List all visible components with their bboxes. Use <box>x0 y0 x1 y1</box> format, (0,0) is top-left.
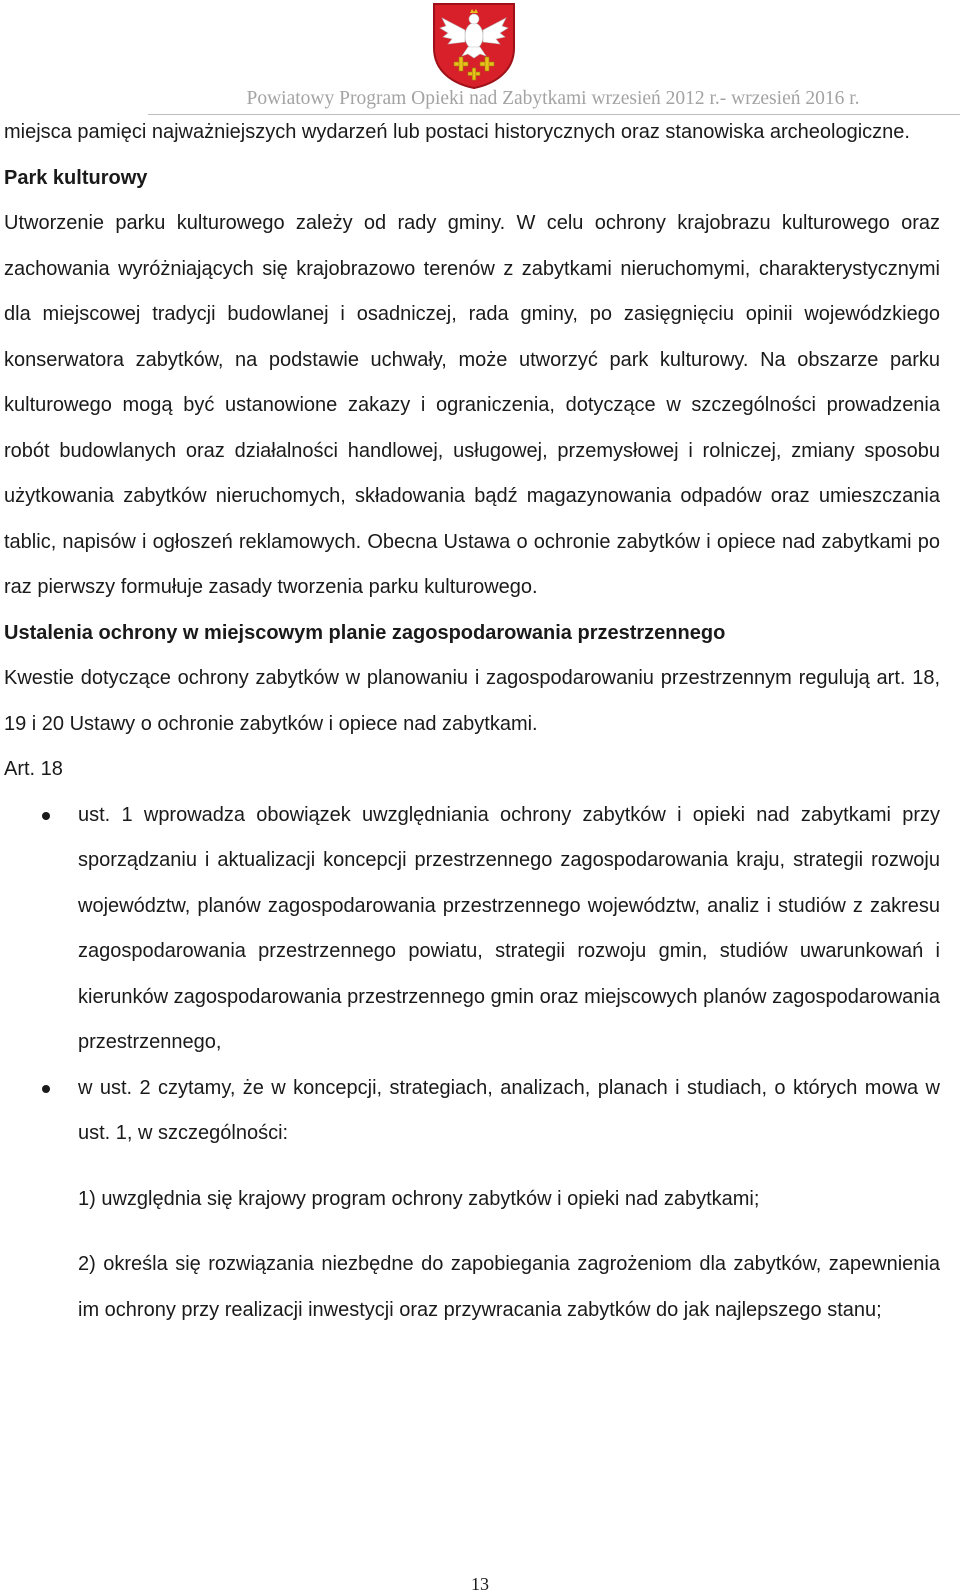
list-item <box>4 1066 940 1157</box>
list-item <box>4 793 940 1066</box>
heading-park-kulturowy: Park kulturowy <box>4 166 148 189</box>
coat-of-arms-icon <box>432 2 516 90</box>
bullet-list <box>4 793 940 1157</box>
paragraph-intro: miejsca pamięci najważniejszych wydarzeń lub postaci historycznych oraz stanowiska archeologiczne. <box>4 121 910 143</box>
bullet-icon <box>42 1085 50 1093</box>
sub-item-1: 1) uwzględnia się krajowy program ochrony zabytków i opieki nad zabytkami; <box>78 1187 760 1210</box>
document-body <box>4 110 940 1353</box>
page-number: 13 <box>471 1574 489 1594</box>
paragraph-plan: Kwestie dotyczące ochrony zabytków w planowaniu i zagospodarowaniu przestrzennym regulują art. 18, 19 i 20 Ustawy o ochronie zabytków i opiece nad zabytkami. <box>4 667 940 735</box>
list-item-text: ust. 1 wprowadza obowiązek uwzględniania ochrony zabytków i opieki nad zabytkami przy sporządzaniu i aktualizacji koncepcji przestrzennego zagospodarowania kraju, strategii rozwoju województw, planów zagospodarowania przestrzennego województw, analiz i studiów z zakresu zagospodarowania przestrzennego powiatu, strategii rozwoju gmin, studiów uwarunkowań i kierunków zagospodarowania przestrzennego gmin oraz miejscowych planów zagospodarowania przestrzennego, <box>78 803 940 1053</box>
paragraph-park: Utworzenie parku kulturowego zależy od rady gminy. W celu ochrony krajobrazu kulturowego oraz zachowania wyróżniających się krajobrazowo terenów z zabytkami nieruchomymi, charakterystycznymi dla miejscowej tradycji budowlanej i osadniczej, rada gminy, po zasięgnięciu opinii wojewódzkiego konserwatora zabytków, na podstawie uchwały, może utworzyć park kulturowy. Na obszarze parku kulturowego mogą być ustanowione zakazy i ograniczenia, dotyczące w szczególności prowadzenia robót budowlanych oraz działalności handlowej, usługowej, przemysłowej i rolniczej, zmiany sposobu użytkowania zabytków nieruchomych, składowania bądź magazynowania odpadów oraz umieszczania tablic, napisów i ogłoszeń reklamowych. Obecna Ustawa o ochronie zabytków i opiece nad zabytkami po raz pierwszy formułuje zasady tworzenia parku kulturowego. <box>4 212 940 598</box>
sub-item-2: 2) określa się rozwiązania niezbędne do zapobiegania zagrożeniom dla zabytków, zapewnienia im ochrony przy realizacji inwestycji oraz przywracania zabytków do jak najlepszego stanu; <box>78 1253 940 1321</box>
article-label: Art. 18 <box>4 758 63 780</box>
bullet-icon <box>42 812 50 820</box>
header-title: Powiatowy Program Opieki nad Zabytkami wrzesień 2012 r.- wrzesień 2016 r. <box>246 88 860 109</box>
heading-ustalenia-ochrony: Ustalenia ochrony w miejscowym planie zagospodarowania przestrzennego <box>4 621 726 644</box>
list-item-text: w ust. 2 czytamy, że w koncepcji, strategiach, analizach, planach i studiach, o których mowa w ust. 1, w szczególności: <box>78 1076 940 1144</box>
page-header <box>0 0 960 118</box>
